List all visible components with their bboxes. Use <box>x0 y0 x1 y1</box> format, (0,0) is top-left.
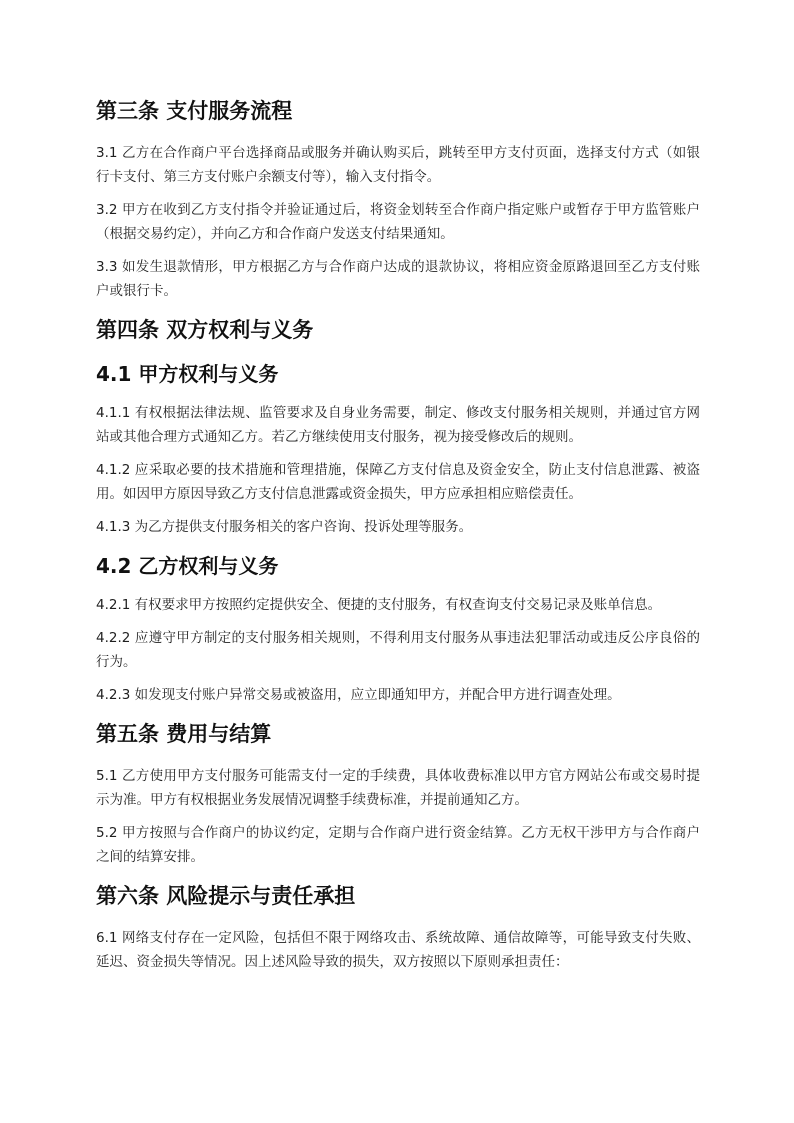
clause-4-1-1: 4.1.1 有权根据法律法规、监管要求及自身业务需要，制定、修改支付服务相关规则，并通过官方网站或其他合理方式通知乙方。若乙方继续使用支付服务，视为接受修改后的规则。 <box>96 405 700 445</box>
clause-3-1: 3.1 乙方在合作商户平台选择商品或服务并确认购买后，跳转至甲方支付页面，选择支付方式（如银行卡支付、第三方支付账户余额支付等），输入支付指令。 <box>96 145 700 185</box>
clause-5-2: 5.2 甲方按照与合作商户的协议约定，定期与合作商户进行资金结算。乙方无权干涉甲方与合作商户之间的结算安排。 <box>96 825 700 865</box>
section-heading-6: 第六条 风险提示与责任承担 <box>96 884 356 908</box>
document-page <box>96 84 700 983</box>
clause-4-1-3: 4.1.3 为乙方提供支付服务相关的客户咨询、投诉处理等服务。 <box>96 519 473 535</box>
clause-3-3: 3.3 如发生退款情形，甲方根据乙方与合作商户达成的退款协议，将相应资金原路退回至乙方支付账户或银行卡。 <box>96 259 700 299</box>
section-heading-5: 第五条 费用与结算 <box>96 722 272 746</box>
clause-3-2: 3.2 甲方在收到乙方支付指令并验证通过后，将资金划转至合作商户指定账户或暂存于甲方监管账户（根据交易约定），并向乙方和合作商户发送支付结果通知。 <box>96 202 700 242</box>
clause-6-1: 6.1 网络支付存在一定风险，包括但不限于网络攻击、系统故障、通信故障等，可能导致支付失败、延迟、资金损失等情况。因上述风险导致的损失，双方按照以下原则承担责任： <box>96 930 700 970</box>
clause-4-1-2: 4.1.2 应采取必要的技术措施和管理措施，保障乙方支付信息及资金安全，防止支付信息泄露、被盗用。如因甲方原因导致乙方支付信息泄露或资金损失，甲方应承担相应赔偿责任。 <box>96 462 700 502</box>
clause-4-2-1: 4.2.1 有权要求甲方按照约定提供安全、便捷的支付服务，有权查询支付交易记录及账单信息。 <box>96 597 662 613</box>
section-heading-4: 第四条 双方权利与义务 <box>96 318 314 342</box>
section-heading-3: 第三条 支付服务流程 <box>96 99 293 123</box>
clause-4-2-2: 4.2.2 应遵守甲方制定的支付服务相关规则，不得利用支付服务从事违法犯罪活动或违反公序良俗的行为。 <box>96 630 700 670</box>
clause-5-1: 5.1 乙方使用甲方支付服务可能需支付一定的手续费，具体收费标准以甲方官方网站公布或交易时提示为准。甲方有权根据业务发展情况调整手续费标准，并提前通知乙方。 <box>96 768 700 808</box>
clause-4-2-3: 4.2.3 如发现支付账户异常交易或被盗用，应立即通知甲方，并配合甲方进行调查处理。 <box>96 687 621 703</box>
subsection-heading-4-1: 4.1 甲方权利与义务 <box>96 362 279 386</box>
subsection-heading-4-2: 4.2 乙方权利与义务 <box>96 554 279 578</box>
